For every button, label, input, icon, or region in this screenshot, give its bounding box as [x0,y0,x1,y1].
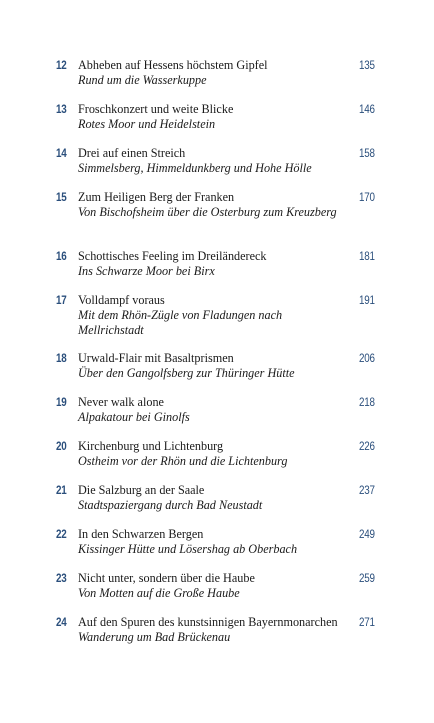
chapter-subtitle: Von Motten auf die Große Haube [78,586,240,600]
entry-texts [78,395,348,425]
chapter-subtitle: Mit dem Rhön-Zügle von Fladungen nach Mellrichstadt [78,308,283,337]
chapter-number: 16 [56,249,67,263]
entry-texts [78,527,348,557]
chapter-subtitle: Rotes Moor und Heidelstein [78,117,216,131]
chapter-subtitle: Von Bischofsheim über die Osterburg zum Kreuzberg [78,205,337,219]
chapter-number: 15 [56,190,67,204]
entry-texts [78,249,348,279]
page-number: 218 [359,395,375,409]
entry-texts [78,190,348,220]
page-number: 135 [359,58,375,72]
chapter-title: Drei auf einen Streich [78,146,186,160]
page-number: 170 [359,190,375,204]
entry-texts [78,102,348,132]
chapter-number: 14 [56,146,67,160]
chapter-number: 21 [56,483,67,497]
chapter-title: In den Schwarzen Bergen [78,527,204,541]
chapter-number: 20 [56,439,67,453]
chapter-number: 19 [56,395,67,409]
chapter-number: 23 [56,571,67,585]
chapter-subtitle: Rund um die Wasserkuppe [78,73,207,87]
chapter-title: Kirchenburg und Lichtenburg [78,439,224,453]
page-number: 158 [359,146,375,160]
chapter-number: 18 [56,351,67,365]
chapter-number: 12 [56,58,67,72]
chapter-title: Abheben auf Hessens höchstem Gipfel [78,58,268,72]
chapter-subtitle: Ostheim vor der Rhön und die Lichtenburg [78,454,288,468]
page-number: 191 [359,293,375,307]
page-number: 181 [359,249,375,263]
page-number: 249 [359,527,375,541]
chapter-subtitle: Stadtspaziergang durch Bad Neustadt [78,498,263,512]
chapter-subtitle: Kissinger Hütte und Lösershag ab Oberbach [78,542,298,556]
chapter-title: Schottisches Feeling im Dreiländereck [78,249,267,263]
page-number: 226 [359,439,375,453]
entry-texts [78,571,348,601]
page-number: 271 [359,615,375,629]
chapter-title: Urwald-Flair mit Basaltprismen [78,351,234,365]
chapter-subtitle: Wanderung um Bad Brückenau [78,630,231,644]
chapter-subtitle: Ins Schwarze Moor bei Birx [78,264,215,278]
chapter-title: Nicht unter, sondern über die Haube [78,571,255,585]
chapter-number: 13 [56,102,67,116]
chapter-title: Froschkonzert und weite Blicke [78,102,234,116]
chapter-subtitle: Alpakatour bei Ginolfs [78,410,190,424]
chapter-subtitle: Simmelsberg, Himmeldunkberg und Hohe Hölle [78,161,312,175]
page-number: 206 [359,351,375,365]
chapter-title: Auf den Spuren des kunstsinnigen Bayernmonarchen [78,615,338,629]
entry-texts [78,615,348,645]
entry-texts [78,58,348,88]
entry-texts [78,439,348,469]
chapter-title: Never walk alone [78,395,164,409]
page-number: 237 [359,483,375,497]
page-number: 259 [359,571,375,585]
chapter-title: Zum Heiligen Berg der Franken [78,190,235,204]
entry-texts [78,146,348,176]
chapter-number: 22 [56,527,67,541]
chapter-title: Volldampf voraus [78,293,165,307]
page-number: 146 [359,102,375,116]
chapter-subtitle: Über den Gangolfsberg zur Thüringer Hütte [78,366,295,380]
chapter-number: 17 [56,293,67,307]
entry-texts [78,293,348,338]
chapter-title: Die Salzburg an der Saale [78,483,205,497]
chapter-number: 24 [56,615,67,629]
entry-texts [78,483,348,513]
entry-texts [78,351,348,381]
